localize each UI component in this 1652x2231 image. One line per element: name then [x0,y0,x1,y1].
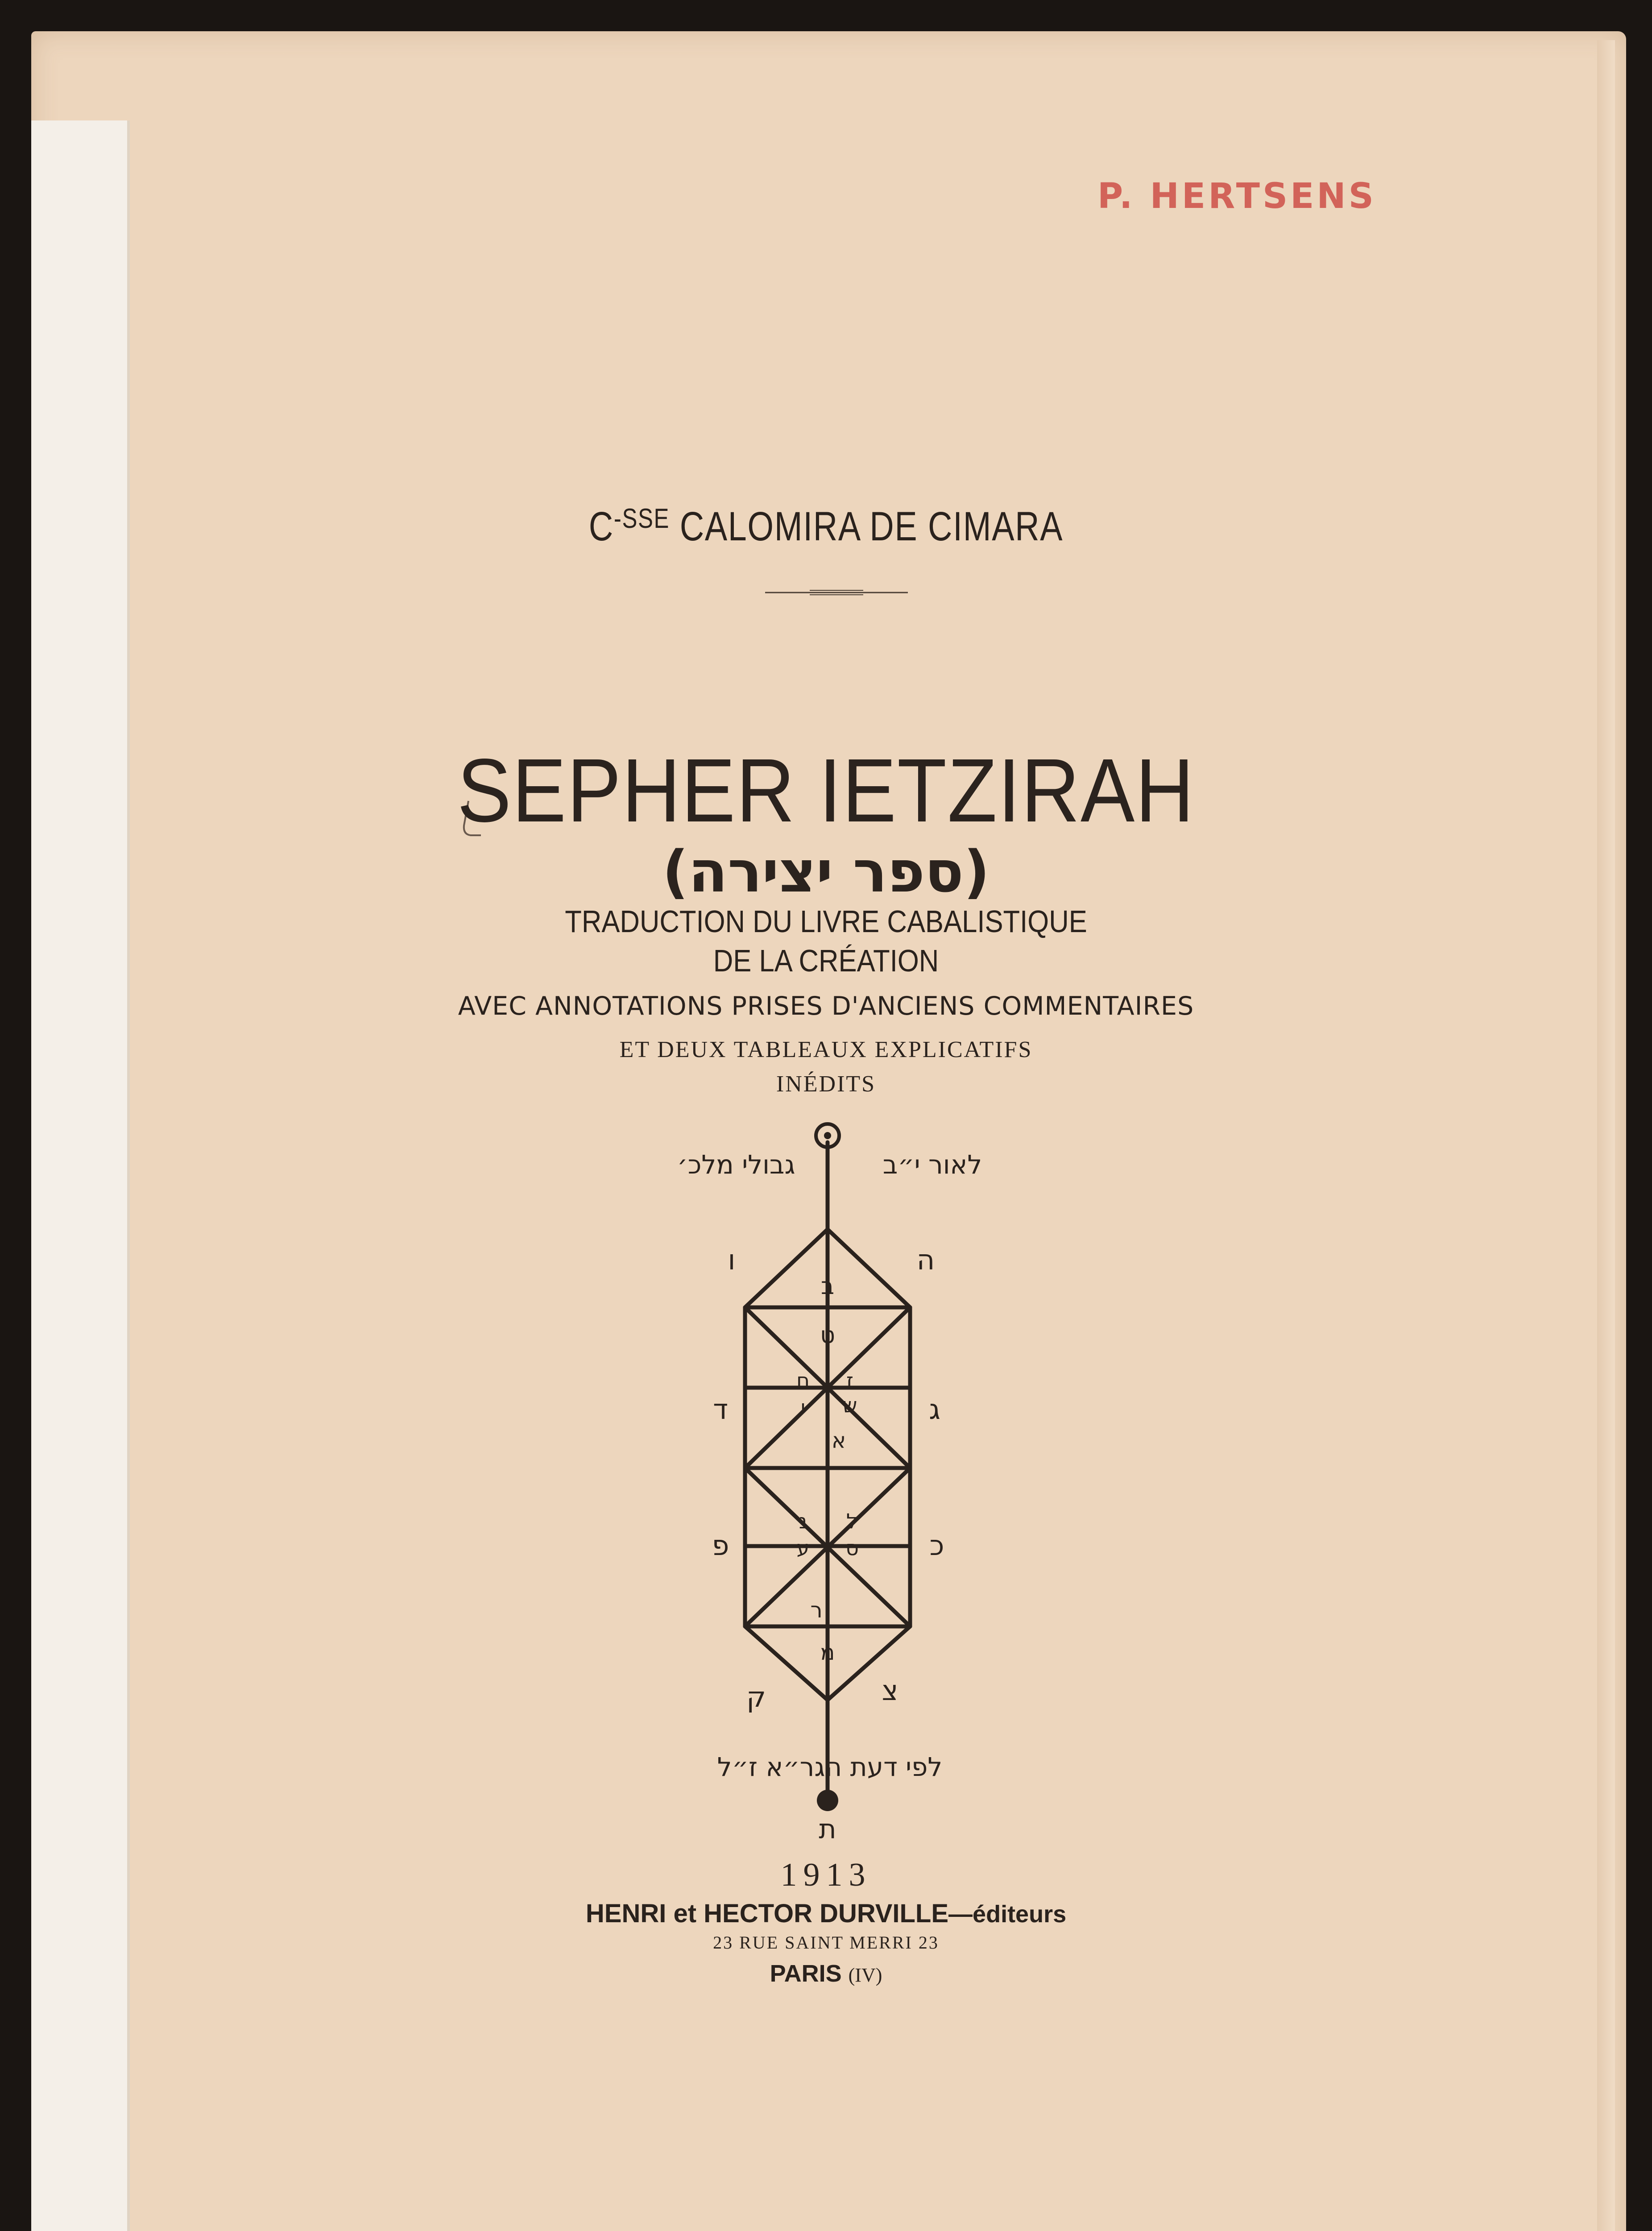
book-title: SEPHER IETZIRAH [457,740,1195,841]
inner-letter: א [831,1428,846,1453]
publisher-city: PARIS [770,1960,842,1987]
subtitle-line-1: TRADUCTION DU LIVRE CABALISTIQUE [565,904,1087,939]
inner-letter: ז [846,1368,853,1393]
inner-letter: ב [820,1273,835,1300]
tree-of-life-diagram [669,1116,990,1852]
inner-letter: ל [846,1509,858,1533]
ornamental-rule [765,589,908,596]
bottom-caption: לפי דעת הגר״א ז״ל [717,1752,943,1782]
letter-lower-right: כ [929,1529,944,1562]
inner-letter: ש [842,1393,857,1417]
subtitle-line-5: INÉDITS [776,1071,876,1097]
inner-letter: ס [845,1536,859,1560]
publisher-city-line [0,1960,1652,1987]
publisher-line [0,1899,1652,1928]
letter-mid-right: ג [929,1393,940,1426]
publisher-district: (IV) [848,1964,882,1986]
author-prefix-sup: -SSE [613,503,670,534]
letter-mid-left: ד [713,1393,728,1426]
publisher-name: HENRI et HECTOR DURVILLE [585,1899,949,1928]
letter-bottom-left: ק [746,1681,766,1713]
letter-upper-left: ו [728,1244,736,1276]
subtitle-line-3: AVEC ANNOTATIONS PRISES D'ANCIENS COMMENTAIRES [458,991,1194,1021]
publication-year: 1913 [780,1857,872,1893]
publisher-suffix: —éditeurs [948,1901,1067,1928]
inner-letter: י [800,1395,806,1419]
author-line [149,503,1503,550]
letter-upper-right: ה [916,1244,935,1276]
subtitle-line-4: ET DEUX TABLEAUX EXPLICATIFS [619,1037,1033,1062]
inner-letter: נ [799,1509,807,1533]
letter-bottom-right: צ [882,1674,898,1707]
bottom-terminal-letter: ת [819,1814,836,1845]
author-name: CALOMIRA DE CIMARA [679,504,1064,549]
owner-stamp: P. HERTSENS [1097,176,1376,216]
publisher-address: 23 RUE SAINT MERRI 23 [713,1932,939,1953]
letter-lower-left: פ [712,1529,729,1562]
inner-letter: מ [820,1640,835,1665]
inner-letter: ע [796,1536,810,1560]
inner-letter: ר [810,1598,823,1623]
author-prefix: C [588,504,614,549]
inner-letter: ט [820,1322,835,1349]
hebrew-title: (ספר יצירה) [662,839,990,905]
top-right-caption: לאור י״ב [882,1149,982,1180]
top-left-caption: גבולי מלכ׳ [677,1149,795,1180]
inner-letter: ח [796,1368,810,1393]
subtitle-line-2: DE LA CRÉATION [713,943,939,978]
